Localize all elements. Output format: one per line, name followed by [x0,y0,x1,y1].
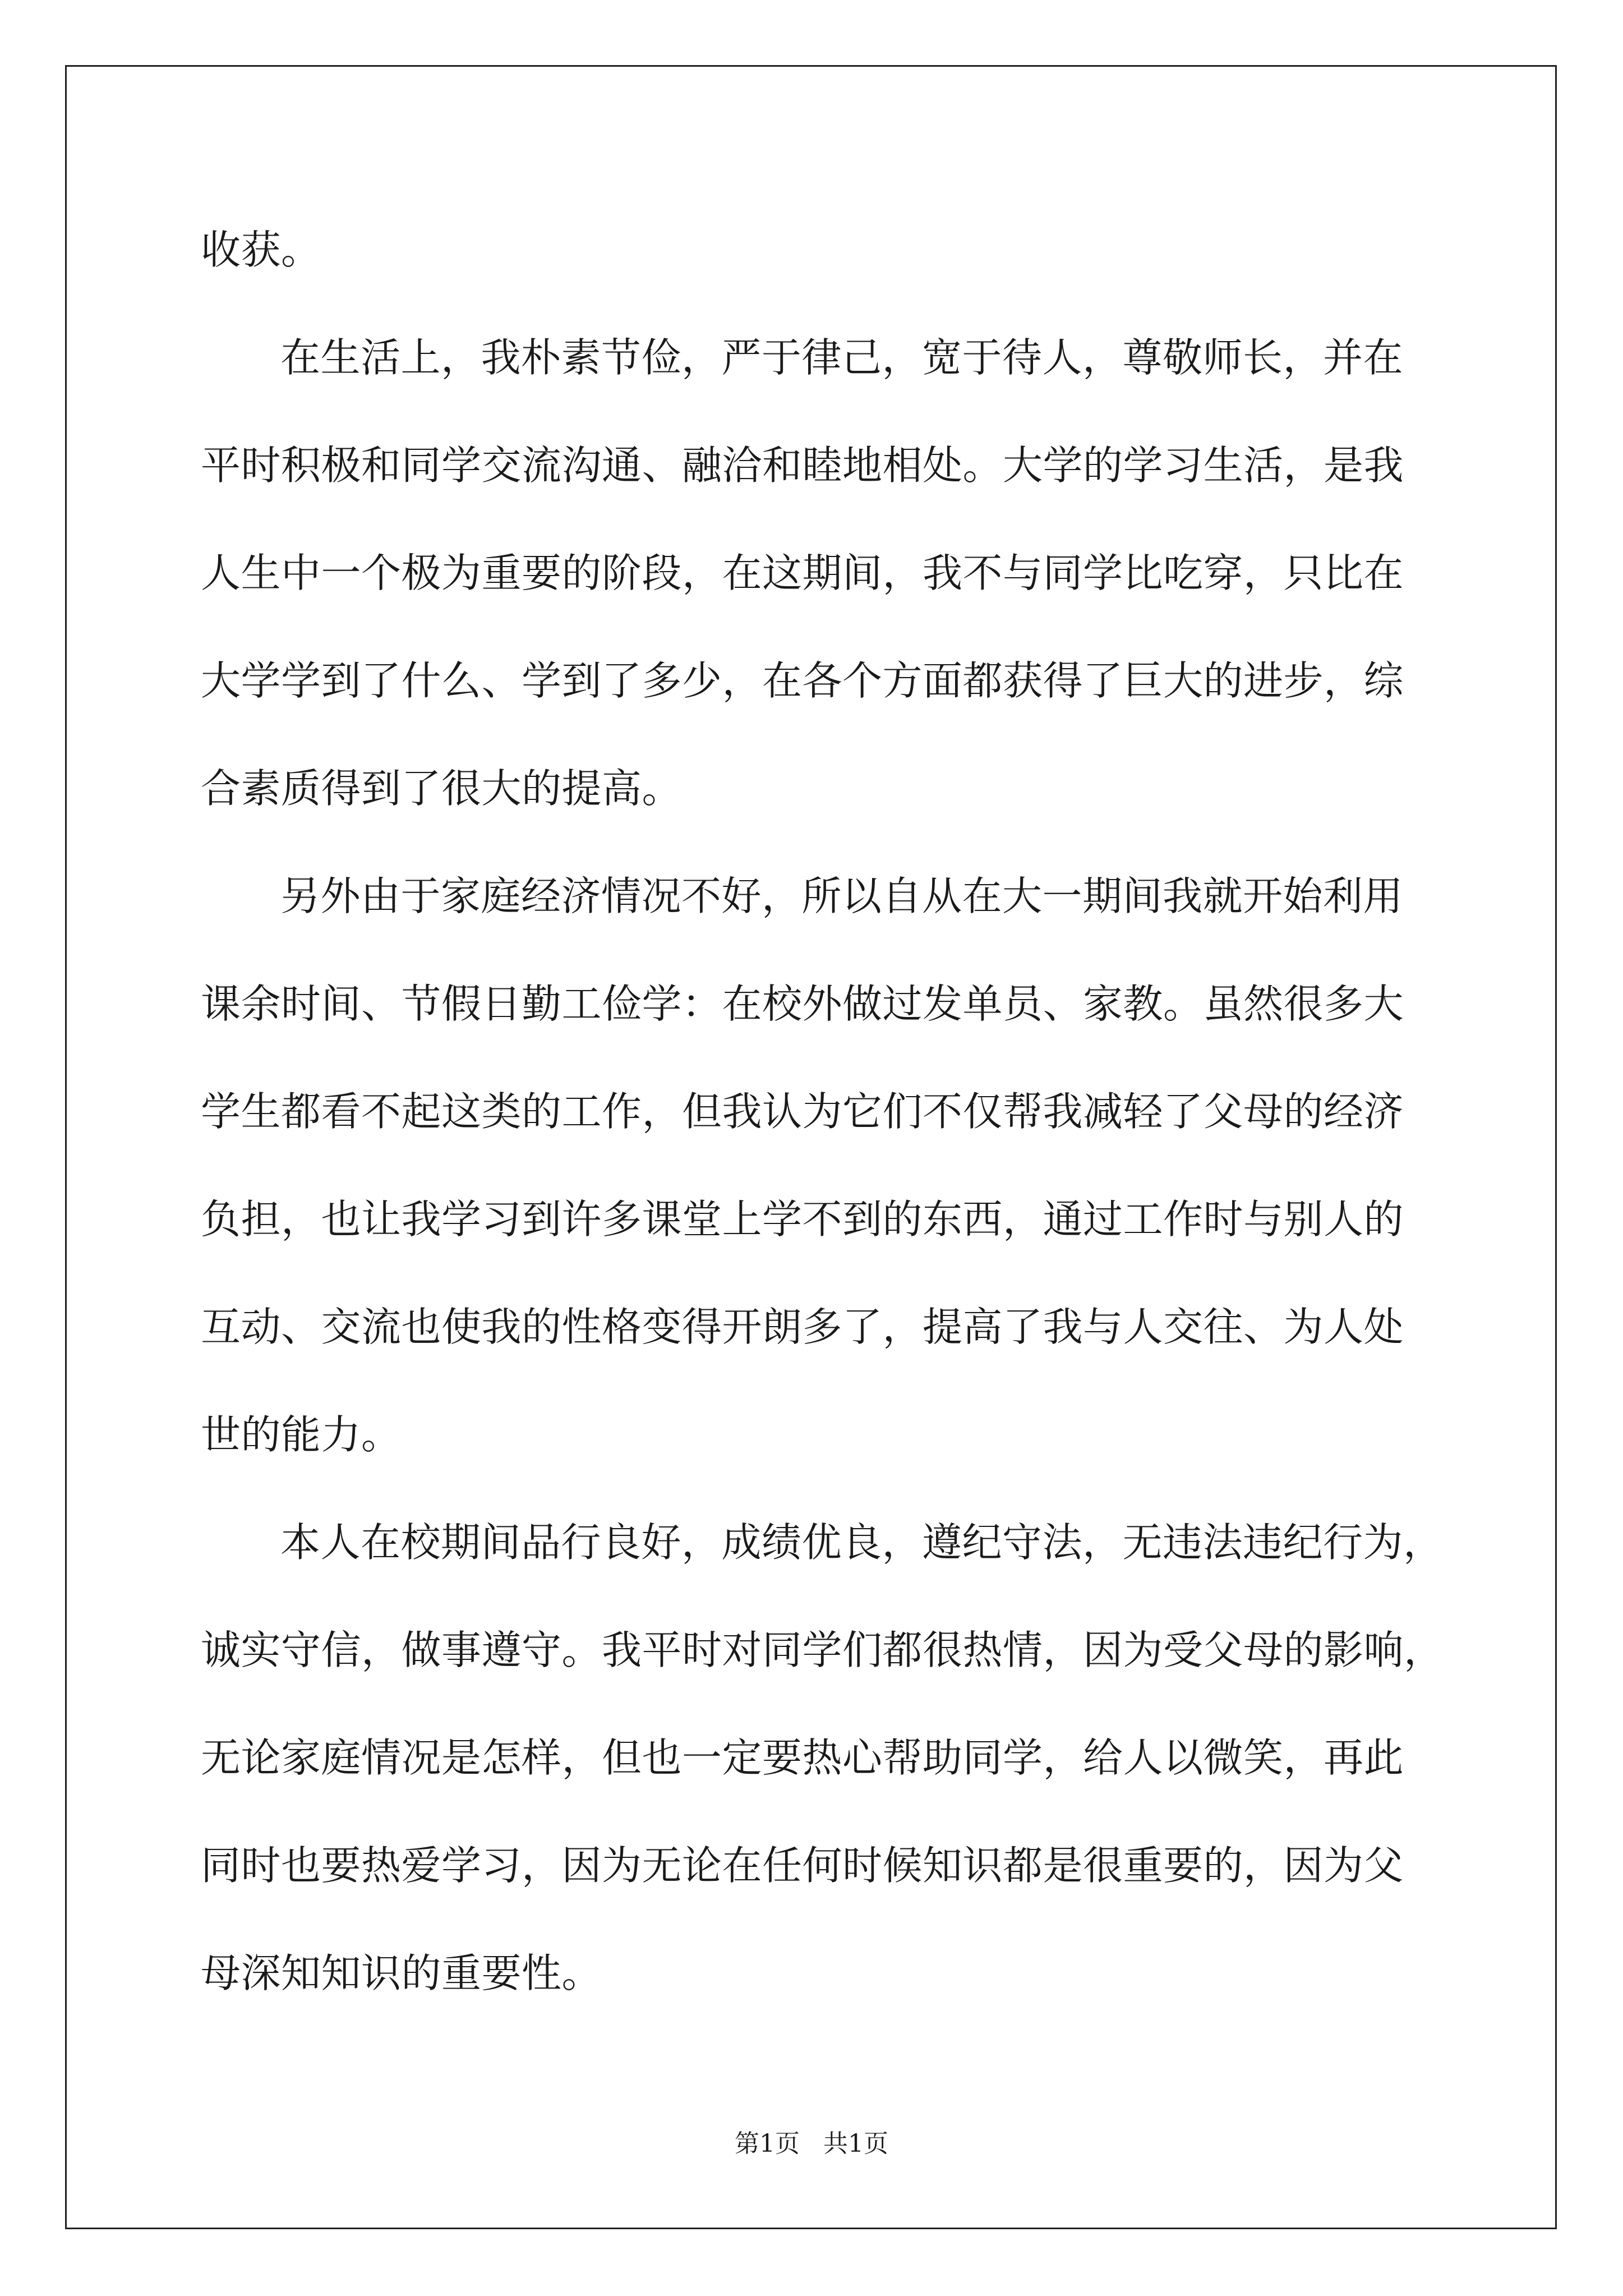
paragraph-start-line: 本人在校期间品行良好，成绩优良，遵纪守法，无违法违纪行为， [280,1519,1444,1566]
text-line: 诚实守信，做事遵守。我平时对同学们都很热情，因为受父母的影响， [201,1627,1444,1673]
paragraph-start-line: 在生活上，我朴素节俭，严于律己，宽于待人，尊敬师长，并在 [280,334,1404,381]
text-line: 互动、交流也使我的性格变得开朗多了，提高了我与人交往、为人处 [201,1304,1404,1350]
text-line: 人生中一个极为重要的阶段，在这期间，我不与同学比吃穿，只比在 [201,550,1404,596]
document-body [201,196,1444,2027]
page-footer [0,2127,1623,2161]
page-number: 第1页 [735,2129,800,2158]
text-line: 世的能力。 [201,1411,402,1458]
text-line: 负担，也让我学习到许多课堂上学不到的东西，通过工作时与别人的 [201,1196,1404,1243]
text-line: 无论家庭情况是怎样，但也一定要热心帮助同学，给人以微笑，再此 [201,1734,1404,1781]
text-line: 同时也要热爱学习，因为无论在任何时候知识都是很重要的，因为父 [201,1842,1404,1889]
text-line: 合素质得到了很大的提高。 [201,765,683,812]
text-line: 课余时间、节假日勤工俭学：在校外做过发单员、家教。虽然很多大 [201,981,1404,1027]
text-line: 大学学到了什么、学到了多少，在各个方面都获得了巨大的进步，综 [201,657,1404,704]
text-line: 学生都看不起这类的工作，但我认为它们不仅帮我减轻了父母的经济 [201,1088,1404,1135]
text-line: 平时积极和同学交流沟通、融洽和睦地相处。大学的学习生活，是我 [201,442,1404,489]
text-line: 收获。 [201,227,321,273]
page-total: 共1页 [823,2129,888,2158]
paragraph-start-line: 另外由于家庭经济情况不好，所以自从在大一期间我就开始利用 [280,873,1404,919]
text-line: 母深知知识的重要性。 [201,1950,602,1996]
